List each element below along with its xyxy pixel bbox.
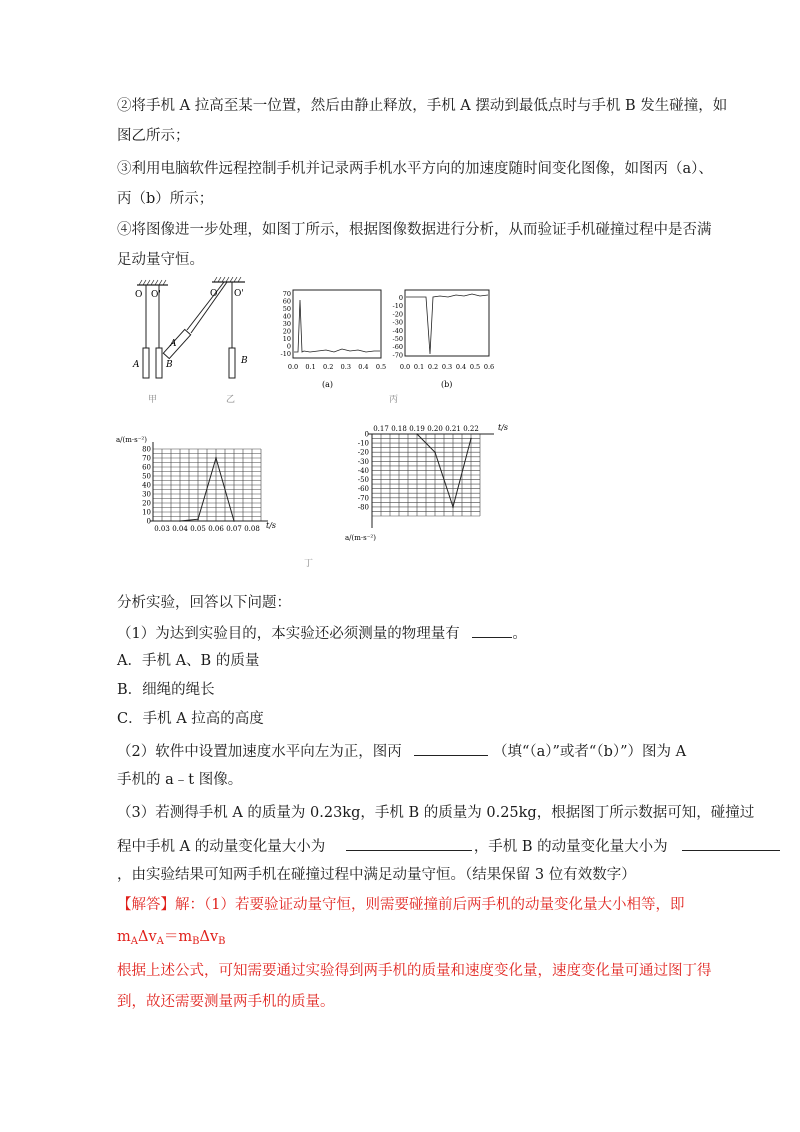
bing-b-ytick: 0 (398, 294, 403, 302)
option-c: C．手机 A 拉高的高度 (117, 711, 264, 727)
ding-left-xtick: 0.04 (172, 525, 188, 533)
ding-right-data-point (434, 451, 436, 453)
eq-equals-m: ＝m (163, 929, 193, 945)
question-3-blank-a[interactable] (346, 836, 472, 851)
bing-b-xtick: 0.6 (483, 363, 495, 371)
bing-b-caption: (b) (441, 380, 453, 389)
question-2 (117, 741, 686, 761)
ding-right-xtick: 0.17 (373, 425, 389, 433)
eq-m-a: m (117, 929, 131, 945)
bing-a-xtick: 0.5 (375, 363, 387, 371)
ding-right-data-point (452, 506, 454, 508)
figure-yi (163, 277, 248, 405)
step-2-line-2: 图乙所示； (117, 128, 190, 144)
ding-right-ytick: -10 (357, 439, 369, 448)
bing-a-ytick: 20 (282, 327, 291, 336)
question-2-text-a: （2）软件中设置加速度水平向左为正，图丙 (117, 744, 402, 760)
yi-label-A: A (170, 339, 177, 349)
bing-b-ytick: -40 (392, 326, 403, 335)
answer-equation (117, 928, 226, 951)
ding-right-ytick: -50 (357, 476, 369, 485)
ding-left-xtick: 0.06 (208, 525, 224, 533)
eq-dv-a: Δv (137, 929, 157, 945)
experiment-figures (0, 275, 800, 575)
bing-b-ytick: -30 (392, 318, 403, 327)
bing-a-xtick: 0.4 (358, 363, 369, 371)
answer-line-3: 根据上述公式，可知需要通过实验得到两手机的质量和速度变化量，速度变化量可通过图丁得 (117, 963, 712, 979)
bing-b-xtick: 0.4 (455, 363, 467, 371)
step-4-line-2: 足动量守恒。 (117, 252, 204, 268)
figure-jia (132, 280, 173, 405)
bing-a-ytick: 30 (282, 320, 291, 328)
ding-right-ytick: 0 (364, 430, 369, 439)
ding-right-ytick: -70 (357, 494, 369, 503)
question-3-line-3: ，由实验结果可知两手机在碰撞过程中满足动量守恒。（结果保留 3 位有效数字） (117, 867, 636, 883)
bing-a-ytick: 10 (282, 335, 291, 343)
ding-left-ytick: 70 (142, 454, 151, 463)
ding-right-xtick: 0.21 (445, 425, 461, 433)
ding-left-ytick: 40 (142, 481, 151, 490)
figure-bing-b (393, 290, 495, 389)
ding-left-xtick: 0.05 (190, 525, 206, 533)
question-1-text: （1）为达到实验目的，本实验还必须测量的物理量有 (117, 626, 460, 642)
bing-a-ytick: 50 (282, 305, 291, 313)
caption-yi: 乙 (226, 395, 236, 405)
bing-a-ytick: 70 (282, 290, 291, 298)
caption-jia: 甲 (148, 395, 158, 405)
ding-right-xtick: 0.18 (391, 425, 407, 433)
answer-line-4: 到，故还需要测量两手机的质量。 (117, 994, 335, 1010)
bing-a-xtick: 0.3 (340, 363, 351, 371)
step-4-line-1: ④将图像进一步处理，如图丁所示，根据图像数据进行分析，从而验证手机碰撞过程中是否满 (117, 222, 712, 238)
question-3-blank-b[interactable] (682, 836, 780, 851)
bing-b-ytick: -10 (392, 302, 403, 311)
ding-right-xtick: 0.20 (427, 425, 443, 433)
ding-right-xlabel: t/s (498, 423, 509, 432)
yi-label-O: O (210, 289, 218, 299)
question-2-text-b: （填“（a）”或者“（b）”）图为 A (492, 744, 687, 760)
question-2-line-2: 手机的 a﹣t 图像。 (117, 772, 243, 788)
bing-a-xtick: 0.1 (305, 363, 316, 371)
question-3-line-2 (117, 836, 780, 856)
ding-left-xlabel: t/s (266, 521, 277, 530)
step-2-line-1: ②将手机 A 拉高至某一位置，然后由静止释放，手机 A 摆动到最低点时与手机 B 发生碰撞，如 (117, 98, 728, 114)
ding-right-ytick: -60 (357, 485, 369, 494)
ding-left-data-point (197, 518, 199, 520)
question-3-line-1: （3）若测得手机 A 的质量为 0.23kg，手机 B 的质量为 0.25kg，根据图丁所示数据可知，碰撞过 (117, 805, 755, 821)
ding-left-ylabel: a/(m·s⁻²) (116, 436, 147, 444)
step-3-line-2: 丙（b）所示； (117, 191, 214, 207)
eq-sub-a1: A (130, 936, 138, 947)
caption-bing: 丙 (389, 395, 399, 405)
bing-b-ytick: -50 (392, 335, 403, 343)
bing-a-caption: (a) (322, 380, 334, 389)
ding-left-ytick: 0 (146, 517, 151, 526)
bing-b-ytick: -70 (392, 351, 403, 360)
ding-left-data-point (215, 457, 217, 459)
bing-b-xtick: 0.1 (413, 363, 425, 371)
option-b: B．细绳的绳长 (117, 682, 215, 698)
bing-a-ytick: -10 (280, 350, 291, 358)
bing-a-ytick: 0 (286, 342, 291, 351)
bing-b-xtick: 0.0 (399, 363, 411, 371)
ding-right-ytick: -30 (357, 457, 369, 466)
question-3-text-a: 程中手机 A 的动量变化量大小为 (117, 839, 326, 855)
bing-b-xtick: 0.2 (427, 363, 439, 371)
answer-text-1: 解：（1）若要验证动量守恒，则需要碰撞前后两手机的动量变化量大小相等，即 (175, 897, 685, 913)
bing-a-ytick: 60 (282, 297, 291, 306)
eq-sub-a2: A (156, 936, 164, 947)
ding-right-data-point (470, 438, 472, 440)
eq-sub-b1: B (192, 936, 200, 947)
question-2-blank[interactable] (414, 741, 488, 756)
caption-ding: 丁 (304, 559, 314, 569)
option-a: A．手机 A、B 的质量 (117, 653, 260, 669)
answer-tag: 【解答】 (117, 897, 175, 913)
bing-a-xtick: 0.0 (287, 363, 299, 371)
bing-b-ytick: -20 (392, 310, 403, 319)
bing-a-xtick: 0.2 (323, 363, 334, 371)
chart-ding-left (116, 436, 276, 533)
ding-right-ytick: -20 (357, 448, 369, 457)
ding-left-ytick: 80 (142, 445, 151, 454)
bing-a-ytick: 40 (282, 312, 291, 321)
jia-label-A: A (133, 360, 140, 370)
ding-right-xtick: 0.19 (409, 425, 425, 433)
ding-left-xtick: 0.07 (226, 525, 242, 533)
chart-ding-right (345, 423, 508, 542)
ding-left-ytick: 60 (142, 463, 151, 472)
analysis-intro: 分析实验，回答以下问题： (117, 595, 291, 611)
question-1 (117, 623, 527, 643)
yi-label-O2: O' (234, 289, 244, 299)
ding-right-xtick: 0.22 (463, 425, 479, 433)
eq-sub-b2: B (218, 936, 226, 947)
bing-b-ytick: -60 (392, 343, 403, 352)
ding-right-ytick: -40 (357, 466, 369, 475)
eq-dv-b: Δv (199, 929, 219, 945)
yi-label-B: B (241, 356, 248, 366)
step-3-line-1: ③利用电脑软件远程控制手机并记录两手机水平方向的加速度随时间变化图像，如图丙（a）、 (117, 161, 713, 177)
bing-b-xtick: 0.3 (441, 363, 453, 371)
jia-label-B: B (166, 360, 173, 370)
question-1-end: 。 (512, 626, 527, 642)
ding-right-ytick: -80 (357, 503, 369, 512)
answer-line-1 (117, 896, 684, 914)
figure-bing-a (281, 290, 387, 389)
question-1-blank[interactable] (472, 623, 512, 638)
ding-left-ytick: 30 (142, 490, 151, 499)
ding-left-ytick: 50 (142, 472, 151, 481)
question-3-text-b: ，手机 B 的动量变化量大小为 (473, 839, 668, 855)
ding-right-ylabel: a/(m·s⁻²) (345, 534, 376, 542)
ding-left-xtick: 0.08 (244, 525, 260, 533)
jia-label-O: O (135, 290, 143, 300)
ding-left-ytick: 20 (142, 499, 151, 508)
jia-label-O2: O' (151, 290, 161, 300)
ding-left-ytick: 10 (142, 508, 151, 517)
ding-left-xtick: 0.03 (154, 525, 170, 533)
bing-b-xtick: 0.5 (469, 363, 481, 371)
